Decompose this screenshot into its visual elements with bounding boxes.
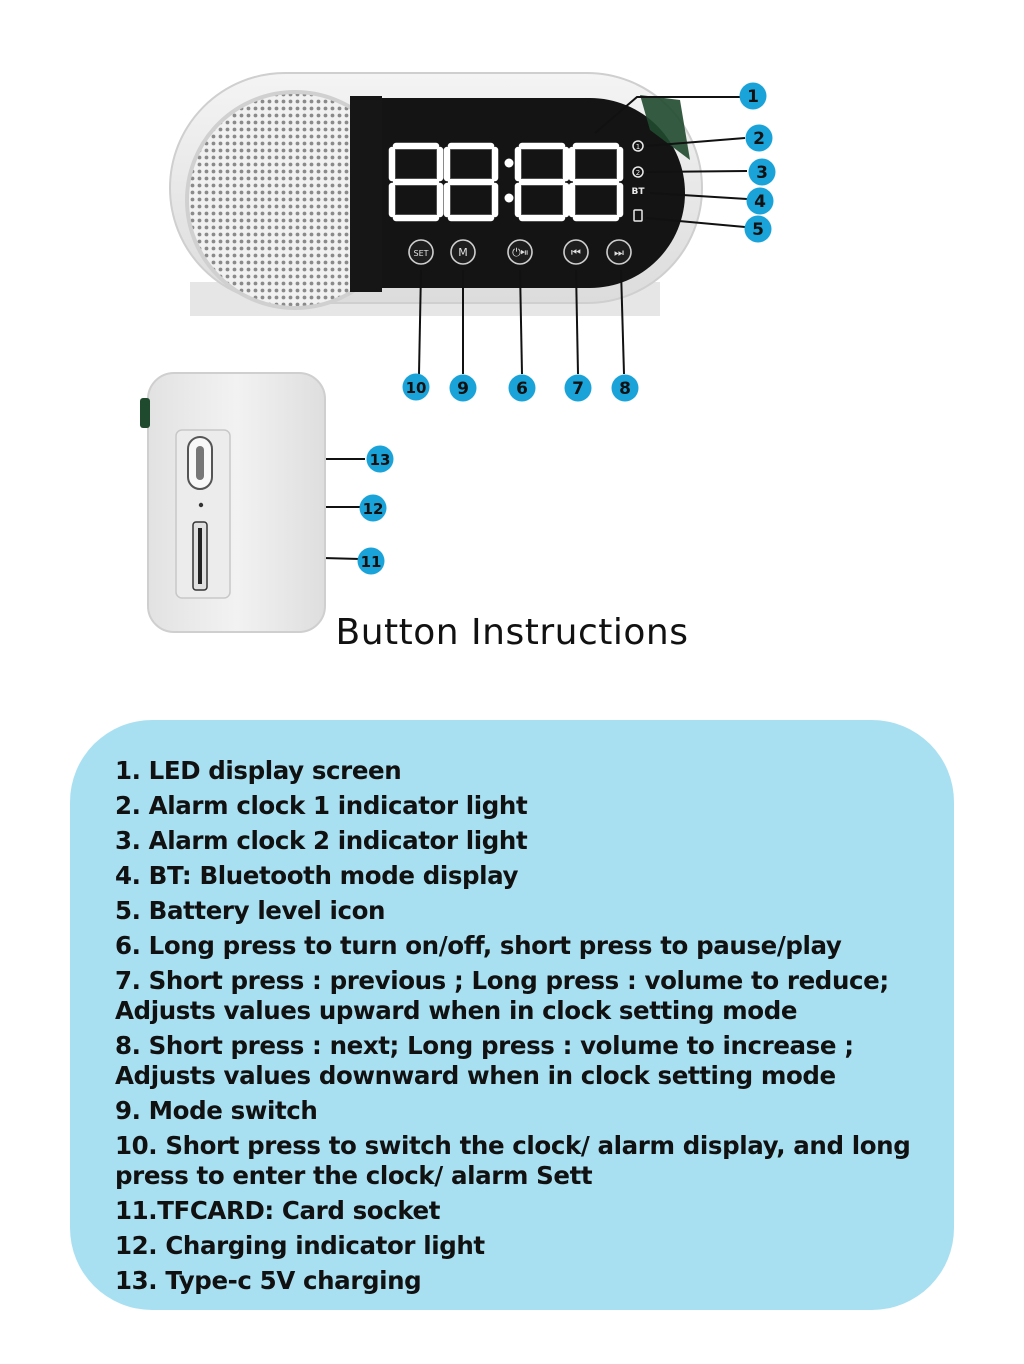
- power-play-button[interactable]: [508, 240, 532, 264]
- callout-5: [745, 216, 772, 243]
- instruction-item: 9. Mode switch: [115, 1096, 318, 1125]
- callout-11: [358, 548, 385, 575]
- instruction-item: 1. LED display screen: [115, 756, 402, 785]
- charging-led: [199, 503, 203, 507]
- instruction-item: 7. Short press : previous ; Long press : volume to reduce; Adjusts values upward when in clock setting mode: [115, 966, 889, 1025]
- bt-indicator: BT: [631, 187, 645, 197]
- clock-side-view: [140, 373, 325, 632]
- callout-label: 2: [753, 129, 765, 149]
- callout-4: [747, 188, 774, 215]
- callout-12: [360, 495, 387, 522]
- callout-label: 12: [362, 500, 384, 518]
- instruction-item: 6. Long press to turn on/off, short press to pause/play: [115, 931, 842, 960]
- previous-button-label: ⏮: [571, 246, 581, 259]
- callout-label: 7: [572, 379, 584, 399]
- callout-9: [450, 375, 477, 402]
- callout-label: 1: [747, 87, 759, 107]
- callout-label: 3: [756, 163, 768, 183]
- power-play-button-label: ⏻⏯: [512, 246, 528, 259]
- next-button[interactable]: [607, 240, 631, 264]
- instruction-item: 11.TFCARD: Card socket: [115, 1196, 441, 1225]
- svg-text:2: 2: [635, 169, 641, 177]
- previous-button[interactable]: [564, 240, 588, 264]
- instructions-panel: [70, 720, 954, 1310]
- instruction-item: 5. Battery level icon: [115, 896, 386, 925]
- instruction-item: 10. Short press to switch the clock/ alarm display, and long press to enter the clock/ alarm Sett: [115, 1131, 911, 1190]
- instruction-item: 4. BT: Bluetooth mode display: [115, 861, 519, 890]
- callout-2: [746, 125, 773, 152]
- mode-button[interactable]: [451, 240, 475, 264]
- page-title: Button Instructions: [335, 612, 689, 653]
- instruction-item: 8. Short press : next; Long press : volume to increase ; Adjusts values downward when in clock setting mode: [115, 1031, 854, 1090]
- callout-label: 9: [457, 379, 469, 399]
- callout-label: 6: [516, 379, 528, 399]
- callout-3: [749, 159, 776, 186]
- callout-label: 13: [369, 451, 391, 469]
- instruction-item: 3. Alarm clock 2 indicator light: [115, 826, 528, 855]
- callout-13: [367, 446, 394, 473]
- callout-label: 10: [405, 379, 427, 397]
- instruction-item: 12. Charging indicator light: [115, 1231, 485, 1260]
- callout-1: [740, 83, 767, 110]
- callout-label: 5: [752, 220, 764, 240]
- instruction-item: 13. Type-c 5V charging: [115, 1266, 422, 1295]
- callout-label: 4: [754, 192, 766, 212]
- svg-text:1: 1: [635, 143, 641, 151]
- instruction-item: 2. Alarm clock 1 indicator light: [115, 791, 528, 820]
- mode-button-label: M: [458, 246, 468, 259]
- callout-6: [509, 375, 536, 402]
- instructions-list: [115, 756, 914, 1296]
- set-button[interactable]: [409, 240, 433, 264]
- callout-7: [565, 375, 592, 402]
- set-button-label: SET: [413, 249, 429, 258]
- callout-8: [612, 375, 639, 402]
- callout-label: 11: [360, 553, 382, 571]
- next-button-label: ⏭: [614, 246, 624, 259]
- callout-10: [403, 374, 430, 401]
- product-diagram: [0, 0, 1024, 650]
- callout-label: 8: [619, 379, 631, 399]
